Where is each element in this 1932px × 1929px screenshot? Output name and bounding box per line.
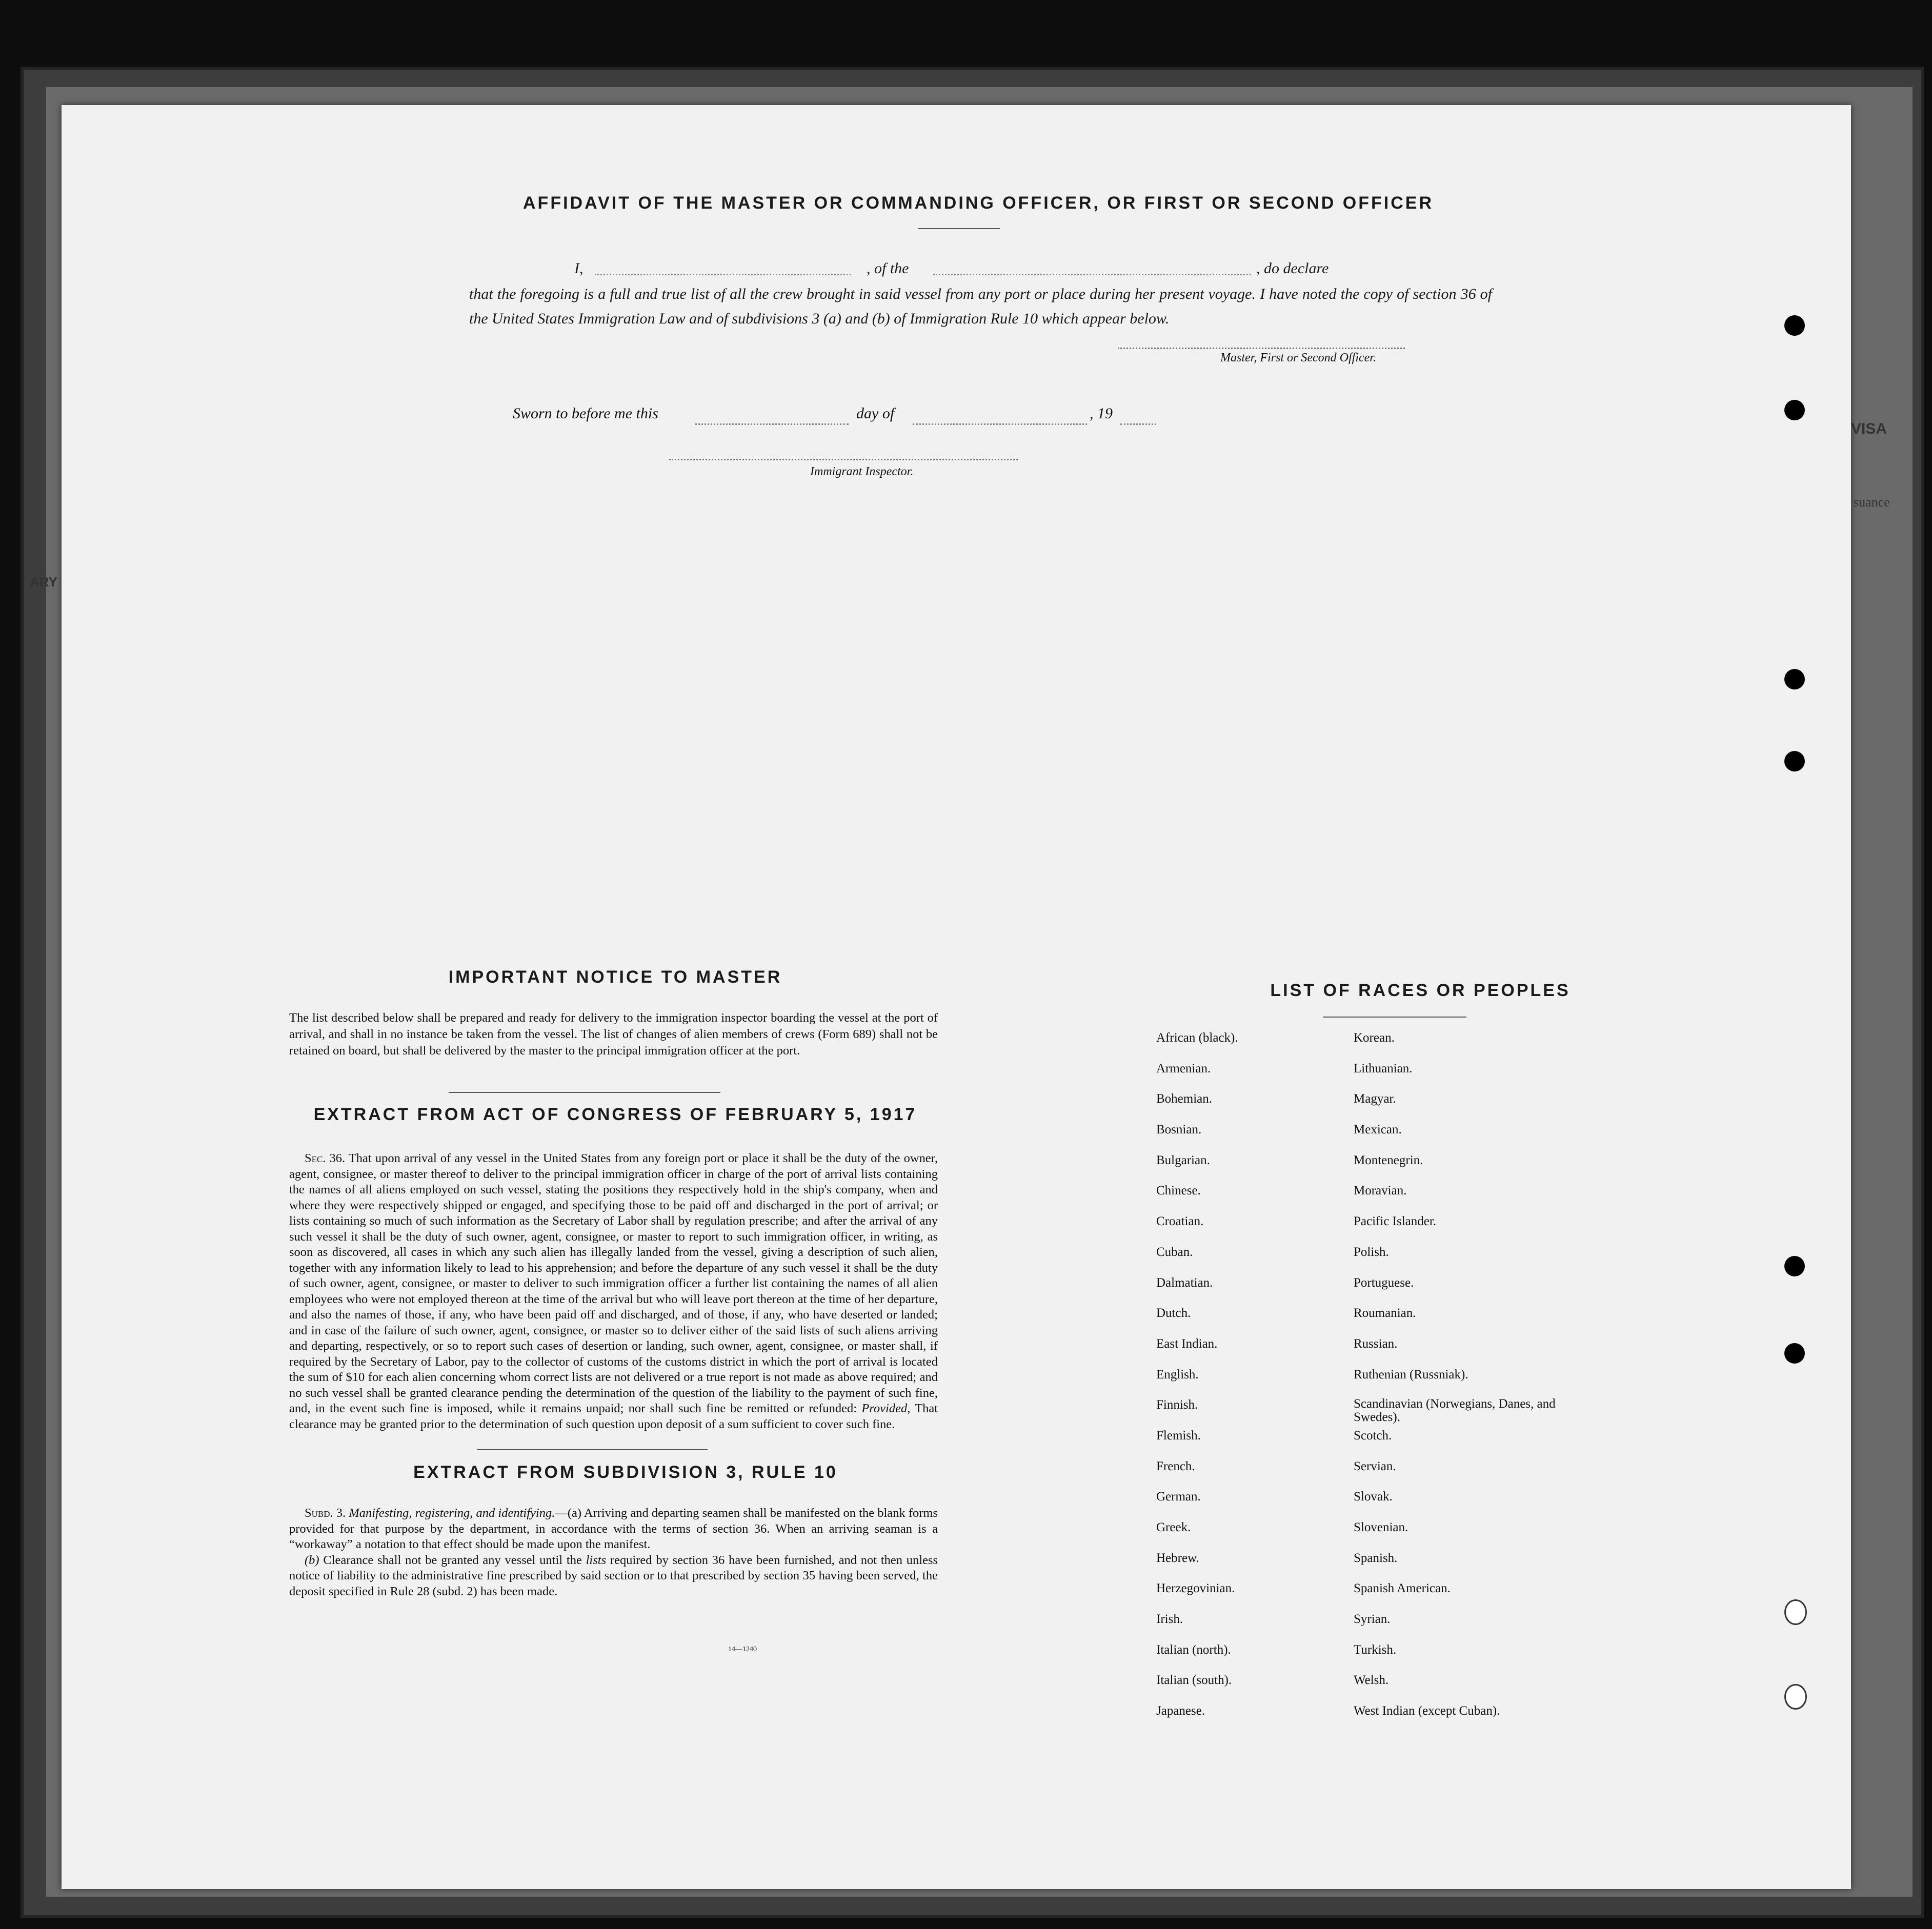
race-item: Spanish. xyxy=(1354,1551,1398,1565)
race-item: Croatian. xyxy=(1156,1214,1204,1229)
sworn-month-field[interactable] xyxy=(913,423,1087,425)
subd-a-text: Arriving and departing seamen shall be manifested on the blank forms provided for that purpose by the department, in accordance with the terms of section 36. When an arriving seaman is a “workaway” a notation to that effect should be made upon the manifest. xyxy=(289,1506,938,1551)
race-item: Irish. xyxy=(1156,1612,1183,1627)
of-the-label: , of the xyxy=(867,260,909,277)
race-item: Hebrew. xyxy=(1156,1551,1199,1565)
master-signature-field[interactable] xyxy=(1118,348,1405,349)
act-rule xyxy=(477,1449,708,1450)
race-item: East Indian. xyxy=(1156,1336,1218,1351)
race-item: African (black). xyxy=(1156,1031,1238,1045)
sworn-day-of-label: day of xyxy=(856,405,895,422)
race-item: Magyar. xyxy=(1354,1092,1396,1106)
affidavit-declaration-line xyxy=(472,256,1492,281)
binder-hole xyxy=(1784,1256,1805,1276)
declarant-name-field[interactable] xyxy=(595,274,851,275)
inspector-signature-field[interactable] xyxy=(669,459,1018,460)
act-sec-label: Sec. 36. xyxy=(305,1151,346,1165)
race-item: Pacific Islander. xyxy=(1354,1214,1437,1229)
race-item: Bosnian. xyxy=(1156,1123,1202,1137)
act-title: EXTRACT FROM ACT OF CONGRESS OF FEBRUARY 5, 1917 xyxy=(313,1105,917,1124)
races-title: LIST OF RACES OR PEOPLES xyxy=(1270,981,1571,1000)
master-signature-label: Master, First or Second Officer. xyxy=(1220,351,1376,364)
race-item: Syrian. xyxy=(1354,1612,1391,1627)
affidavit-title-rule xyxy=(918,228,1000,229)
act-body xyxy=(289,1151,938,1432)
race-item: Scandinavian (Norwegians, Danes, and Swedes). xyxy=(1354,1397,1556,1425)
race-item: Scotch. xyxy=(1354,1428,1392,1443)
margin-ary-label: ARY xyxy=(30,574,57,590)
race-item: Dutch. xyxy=(1156,1306,1191,1321)
binder-hole-open xyxy=(1784,1599,1807,1625)
race-item: Italian (north). xyxy=(1156,1642,1231,1657)
race-item: Polish. xyxy=(1354,1245,1389,1259)
race-item: Herzegovinian. xyxy=(1156,1581,1235,1596)
form-number: 14—1240 xyxy=(728,1646,757,1653)
race-item: Finnish. xyxy=(1156,1398,1198,1412)
race-item: Spanish American. xyxy=(1354,1581,1451,1596)
race-item: German. xyxy=(1156,1490,1201,1504)
notice-body: The list described below shall be prepared and ready for delivery to the immigration inspector boarding the vessel at the port of arrival, and shall in no instance be taken from the vessel. The list of changes of alien members of crews (Form 689) shall not be retained on board, but shall be delivered by the master to the principal immigration officer at the port. xyxy=(289,1011,938,1058)
race-item: Dalmatian. xyxy=(1156,1275,1213,1290)
subd-b-text-pre: Clearance shall not be granted any vessel until the xyxy=(323,1553,582,1567)
notice-rule xyxy=(449,1092,720,1093)
race-item: Slovak. xyxy=(1354,1490,1393,1504)
race-item: Turkish. xyxy=(1354,1642,1397,1657)
inspector-signature-label: Immigrant Inspector. xyxy=(810,465,914,478)
race-item: Mexican. xyxy=(1354,1123,1402,1137)
races-rule xyxy=(1323,1017,1466,1018)
margin-visa-label: VISA xyxy=(1851,420,1887,437)
race-item: Servian. xyxy=(1354,1459,1396,1473)
race-item: Lithuanian. xyxy=(1354,1061,1413,1075)
sworn-day-field[interactable] xyxy=(695,423,849,425)
races-column-2 xyxy=(1354,1030,1620,1734)
race-item: Slovenian. xyxy=(1354,1520,1408,1534)
margin-issuance-label: suance xyxy=(1854,495,1890,510)
race-item: Flemish. xyxy=(1156,1428,1201,1443)
binder-hole xyxy=(1784,669,1805,689)
notice-title: IMPORTANT NOTICE TO MASTER xyxy=(448,967,782,987)
race-item: Russian. xyxy=(1354,1336,1398,1351)
subd-b-lists: lists xyxy=(586,1553,607,1567)
race-item: Welsh. xyxy=(1354,1673,1389,1688)
sworn-year-field[interactable] xyxy=(1120,423,1156,425)
race-item: Roumanian. xyxy=(1354,1306,1416,1321)
race-item: West Indian (except Cuban). xyxy=(1354,1704,1500,1718)
race-item: Korean. xyxy=(1354,1031,1395,1045)
affidavit-title: AFFIDAVIT OF THE MASTER OR COMMANDING OFFICER, OR FIRST OR SECOND OFFICER xyxy=(523,193,1434,213)
race-item: Moravian. xyxy=(1354,1184,1407,1198)
subdivision-para-b xyxy=(289,1553,938,1600)
binder-hole xyxy=(1784,751,1805,771)
declarant-prefix: I, xyxy=(574,260,583,277)
subdivision-title: EXTRACT FROM SUBDIVISION 3, RULE 10 xyxy=(413,1463,838,1482)
act-provided-label: Provided, xyxy=(861,1402,911,1415)
race-item: Bulgarian. xyxy=(1156,1153,1210,1167)
binder-hole-open xyxy=(1784,1684,1807,1710)
race-item: French. xyxy=(1156,1459,1195,1473)
race-item: Cuban. xyxy=(1156,1245,1193,1259)
act-text: That upon arrival of any vessel in the United States from any foreign port or place it shall be the duty of the owner, agent, consignee, or master thereof to deliver to the principal immigration officer in charge of the port of arrival lists containing the names of all aliens employed on such vessel, stating the positions they respectively hold in the ship's company, when and where they were respectively shipped or engaged, and specifying those to be paid off and discharged in the port of arrival; or lists containing so much of such information as the Secretary of Labor shall by regulation prescribe; and after the arrival of any such vessel it shall be the duty of such owner, agent, consignee, or master to report to such immigration officer, in writing, as soon as discovered, all cases in which any such alien has illegally landed from the vessel, giving a description of such alien, together with any information likely to lead to his apprehension; and before the departure of any such vessel it shall be the duty of such owner, agent, consignee, or master to deliver to such immigration officer a further list containing the names of all alien employees who were not employed thereon at the time of the arrival but who will leave port thereon at the time of her departure, and also the names of those, if any, who have been paid off and discharged, and of those, if any, who have deserted or landed; and in case of the failure of such owner, agent, consignee, or master so to deliver either of the said lists of such aliens arriving and departing, respectively, or so to report such cases of desertion or landing, such owner, agent, consignee, or master shall, if required by the Secretary of Labor, pay to the collector of customs of the customs district in which the port of arrival is located the sum of $10 for each alien concerning whom correct lists are not delivered or a true report is not made as above required; and no such vessel shall be granted clearance pending the determination of the question of the liability to the payment of such fine, and, in the event such fine is imposed, while it remains unpaid; nor shall such fine be remitted or refunded: xyxy=(289,1151,938,1415)
binder-hole xyxy=(1784,1343,1805,1364)
race-item: Montenegrin. xyxy=(1354,1153,1423,1167)
race-item: Portuguese. xyxy=(1354,1275,1414,1290)
vessel-name-field[interactable] xyxy=(933,274,1251,275)
affidavit-body: that the foregoing is a full and true list of all the crew brought in said vessel from any port or place during her present voyage. I have noted the copy of section 36 of the United States Immigration Law and of subdivisions 3 (a) and (b) of Immigration Rule 10 which appear below. xyxy=(469,286,1492,327)
subdivision-para-a xyxy=(289,1506,938,1553)
subd-b-text-post: required by section 36 have been furnished, and not then unless notice of liability to the administrative fine prescribed by said section or to that prescribed by section 35 having been served, the deposit specified in Rule 28 (subd. 2) has been made. xyxy=(289,1553,938,1598)
race-item: Armenian. xyxy=(1156,1061,1211,1075)
binder-hole xyxy=(1784,315,1805,336)
race-item: Italian (south). xyxy=(1156,1673,1232,1688)
subd-b-marker: (b) xyxy=(305,1553,319,1567)
do-declare-label: , do declare xyxy=(1256,260,1329,277)
sworn-prefix: Sworn to before me this xyxy=(513,405,658,422)
sworn-year-label: , 19 xyxy=(1090,405,1113,422)
race-item: Chinese. xyxy=(1156,1184,1201,1198)
race-item: English. xyxy=(1156,1367,1199,1382)
act-text-end: That clearance may be granted prior to the determination of such question upon deposit of a sum sufficient to cover such fine. xyxy=(289,1402,938,1431)
form-page xyxy=(62,105,1851,1889)
subdivision-body xyxy=(289,1506,938,1599)
subd-a-marker: —(a) xyxy=(555,1506,582,1520)
subd-label: Subd. 3. xyxy=(305,1506,346,1520)
subd-heading: Manifesting, registering, and identifying. xyxy=(349,1506,555,1520)
binder-hole xyxy=(1784,400,1805,420)
sworn-line xyxy=(513,405,1231,430)
race-item: Greek. xyxy=(1156,1520,1191,1534)
race-item: Bohemian. xyxy=(1156,1092,1213,1106)
race-item: Ruthenian (Russniak). xyxy=(1354,1367,1468,1382)
race-item: Japanese. xyxy=(1156,1704,1205,1718)
